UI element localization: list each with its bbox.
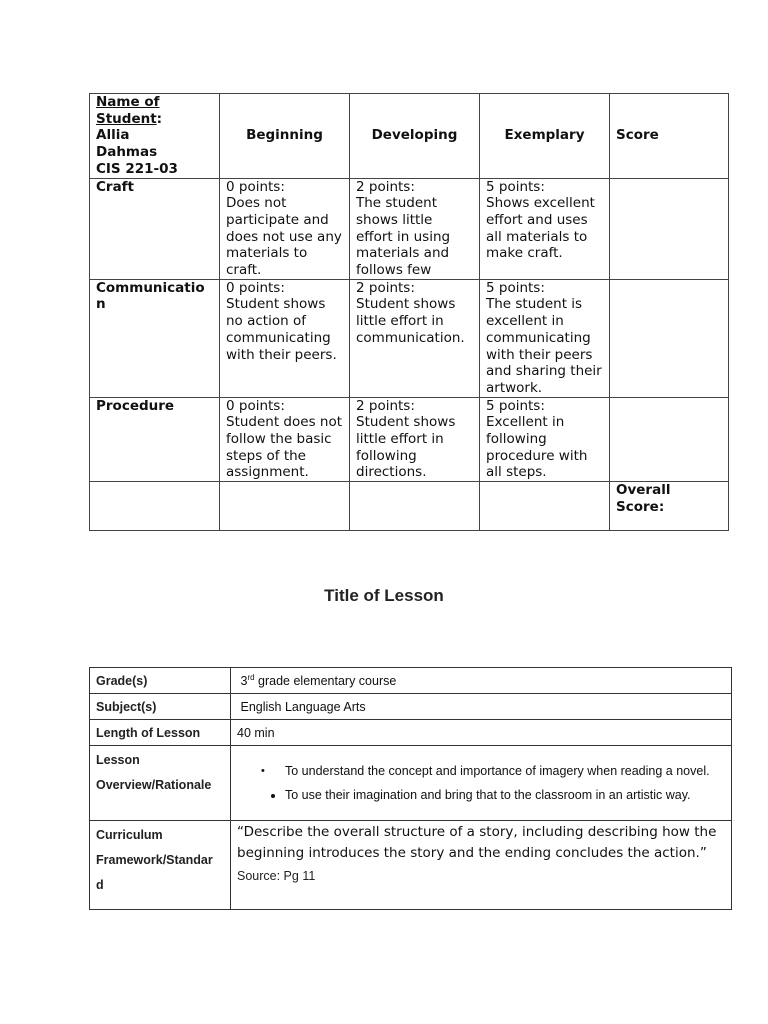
rubric-row-procedure — [90, 397, 729, 482]
empty-cell — [90, 482, 220, 531]
description: Student does not follow the basic steps of the assignment. — [226, 414, 343, 481]
course-code: CIS 221-03 — [96, 160, 178, 177]
col-header-developing: Developing — [350, 94, 480, 179]
length-row — [90, 720, 732, 746]
grade-label: Grade(s) — [90, 668, 231, 694]
col-header-beginning: Beginning — [220, 94, 350, 179]
criterion-procedure: Procedure — [90, 397, 220, 482]
description: The student is excellent in communicating with their peers and sharing their artwork. — [486, 296, 602, 396]
curriculum-label-line: Framework/Standar — [96, 853, 213, 867]
subject-row — [90, 694, 732, 720]
empty-cell — [480, 482, 610, 531]
points-label: 2 points: — [356, 397, 415, 414]
overall-score-label: Overall Score: — [610, 482, 729, 531]
grade-text: grade elementary course — [254, 674, 397, 689]
subject-value — [231, 694, 732, 720]
communication-exemplary — [480, 279, 610, 397]
craft-developing — [350, 178, 480, 279]
grade-ordinal: rd — [247, 672, 255, 682]
name-colon: : — [156, 110, 163, 127]
subject-text: English Language Arts — [240, 699, 366, 714]
communication-developing — [350, 279, 480, 397]
lesson-plan-table — [89, 667, 732, 910]
curriculum-label-line: Curriculum — [96, 828, 163, 842]
procedure-developing — [350, 397, 480, 482]
description: Shows excellent effort and uses all materials to make craft. — [486, 195, 595, 262]
student-first-name: Allia — [96, 127, 130, 144]
list-item: • To use their imagination and bring that to the classroom in an artistic way. — [285, 783, 725, 807]
student-last-name: Dahmas — [96, 144, 158, 161]
overview-value — [231, 746, 732, 821]
length-value: 40 min — [231, 720, 732, 746]
rubric-table — [89, 93, 729, 531]
grade-row — [90, 668, 732, 694]
rubric-row-craft — [90, 178, 729, 279]
empty-cell — [220, 482, 350, 531]
grade-value — [231, 668, 732, 694]
length-label: Length of Lesson — [90, 720, 231, 746]
points-label: 0 points: — [226, 279, 285, 296]
procedure-beginning — [220, 397, 350, 482]
overview-list — [237, 759, 725, 807]
points-label: 2 points: — [356, 279, 415, 296]
grade-number: 3 — [240, 674, 248, 689]
col-header-score: Score — [610, 94, 729, 179]
curriculum-source: Source: Pg 11 — [237, 869, 316, 883]
craft-beginning — [220, 178, 350, 279]
curriculum-value — [231, 821, 732, 910]
empty-cell — [350, 482, 480, 531]
craft-exemplary — [480, 178, 610, 279]
points-label: 5 points: — [486, 178, 545, 195]
student-info-cell — [90, 94, 220, 179]
curriculum-label-line: d — [96, 878, 104, 892]
description: Student shows no action of communicating with their peers. — [226, 296, 337, 363]
communication-beginning — [220, 279, 350, 397]
description: The student shows little effort in using materials and follows few — [356, 195, 451, 279]
curriculum-label — [90, 821, 231, 910]
procedure-exemplary — [480, 397, 610, 482]
criterion-communication: Communication — [90, 279, 220, 397]
rubric-header-row — [90, 94, 729, 179]
rubric-row-communication — [90, 279, 729, 397]
description: Does not participate and does not use any materials to craft. — [226, 195, 342, 279]
overview-label-line: Overview/Rationale — [96, 778, 212, 792]
description: Student shows little effort in following directions. — [356, 414, 456, 481]
description: Excellent in following procedure with all steps. — [486, 414, 588, 481]
lesson-title: Title of Lesson — [324, 586, 444, 605]
points-label: 5 points: — [486, 397, 545, 414]
overview-label — [90, 746, 231, 821]
criterion-craft: Craft — [90, 178, 220, 279]
col-header-exemplary: Exemplary — [480, 94, 610, 179]
points-label: 0 points: — [226, 178, 285, 195]
points-label: 5 points: — [486, 279, 545, 296]
overview-row — [90, 746, 732, 821]
points-label: 0 points: — [226, 397, 285, 414]
communication-score-cell[interactable] — [610, 279, 729, 397]
overview-label-line: Lesson — [96, 753, 140, 767]
craft-score-cell[interactable] — [610, 178, 729, 279]
name-of-student-label: Name of Student — [96, 94, 160, 127]
rubric-row-overall — [90, 482, 729, 531]
curriculum-row — [90, 821, 732, 910]
points-label: 2 points: — [356, 178, 415, 195]
description: Student shows little effort in communication. — [356, 296, 465, 346]
subject-label: Subject(s) — [90, 694, 231, 720]
list-item: • To understand the concept and importance of imagery when reading a novel. — [285, 759, 725, 783]
curriculum-quote: “Describe the overall structure of a story, including describing how the beginning introduces the story and the ending concludes the action.” — [237, 824, 717, 861]
procedure-score-cell[interactable] — [610, 397, 729, 482]
